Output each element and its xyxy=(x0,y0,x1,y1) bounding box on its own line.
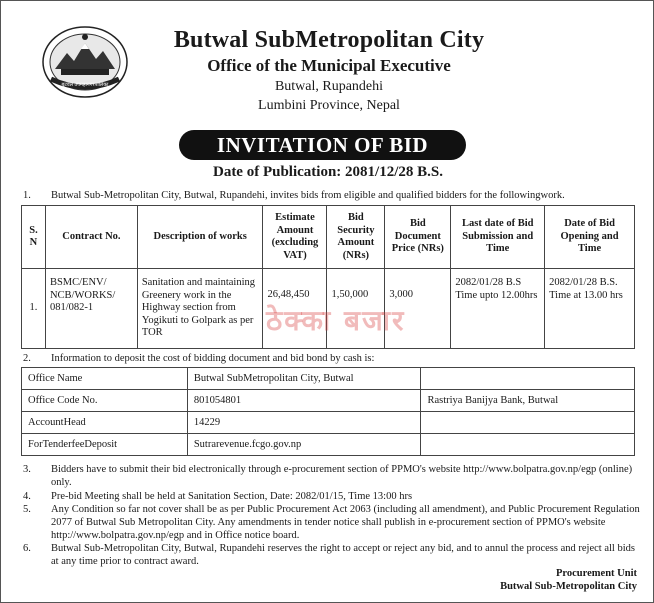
office-code-value: 801054801 xyxy=(187,390,421,412)
col-opening-date: Date of Bid Opening and Time xyxy=(545,206,635,269)
invitation-banner: INVITATION OF BID xyxy=(179,130,466,160)
city-title: Butwal SubMetropolitan City xyxy=(173,27,485,53)
province-line: Lumbini Province, Nepal xyxy=(258,98,400,113)
col-last-date: Last date of Bid Submission and Time xyxy=(451,206,545,269)
paragraph-1: Butwal Sub-Metropolitan City, Butwal, Rupandehi, invites bids from eligible and qualified bidders for the followingwork. xyxy=(51,190,565,201)
cell-opening-date: 2082/01/28 B.S. Time at 13.00 hrs xyxy=(545,269,635,349)
signature-block xyxy=(500,567,637,593)
cell-document-price: 3,000 xyxy=(385,269,451,349)
cell-estimate: 26,48,450 xyxy=(263,269,327,349)
item-number-4: 4. xyxy=(23,491,31,502)
cell-bid-security: 1,50,000 xyxy=(327,269,385,349)
item-number-2: 2. xyxy=(23,353,31,364)
item-number-1: 1. xyxy=(23,190,31,201)
office-name-value: Butwal SubMetropolitan City, Butwal xyxy=(187,368,421,390)
city-emblem-icon xyxy=(41,25,129,99)
cell-contract-no: BSMC/ENV/ NCB/WORKS/ 081/082-1 xyxy=(45,269,137,349)
bank-name: Rastriya Banijya Bank, Butwal xyxy=(421,390,635,412)
col-sn: S. N xyxy=(22,206,46,269)
empty-cell xyxy=(421,434,635,456)
empty-cell xyxy=(421,368,635,390)
bid-table xyxy=(21,205,635,349)
tender-fee-value: Sutrarevenue.fcgo.gov.np xyxy=(187,434,421,456)
emblem-text: बुटवल उपमहानगरपालिका xyxy=(61,83,109,88)
paragraph-4: Pre-bid Meeting shall be held at Sanitation Section, Date: 2082/01/15, Time 13:00 hrs xyxy=(51,491,413,502)
paragraph-3: Bidders have to submit their bid electronically through e-procurement section of PPMO's website http://www.bolpatra.gov.np/egp (online) only. xyxy=(51,464,633,488)
office-name-label: Office Name xyxy=(22,368,188,390)
office-code-label: Office Code No. xyxy=(22,390,188,412)
header xyxy=(129,25,529,115)
col-document-price: Bid Document Price (NRs) xyxy=(385,206,451,269)
bid-table-header-row xyxy=(22,206,635,269)
account-head-value: 14229 xyxy=(187,412,421,434)
office-title: Office of the Municipal Executive xyxy=(207,56,451,75)
paragraph-2: Information to deposit the cost of bidding document and bid bond by cash is: xyxy=(51,353,375,364)
cell-description: Sanitation and maintaining Greenery work in the Highway section from Yogikuti to Golpark as per TOR xyxy=(137,269,263,349)
deposit-table xyxy=(21,367,635,456)
cell-last-date: 2082/01/28 B.S Time upto 12.00hrs xyxy=(451,269,545,349)
signature-org: Butwal Sub-Metropolitan City xyxy=(500,581,637,592)
table-row xyxy=(22,269,635,349)
publication-date: Date of Publication: 2081/12/28 B.S. xyxy=(212,164,443,180)
tender-fee-label: ForTenderfeeDeposit xyxy=(22,434,188,456)
table-row xyxy=(22,368,635,390)
item-number-6: 6. xyxy=(23,543,31,554)
col-contract-no: Contract No. xyxy=(45,206,137,269)
col-estimate: Estimate Amount (excluding VAT) xyxy=(263,206,327,269)
col-description: Description of works xyxy=(137,206,263,269)
watermark: ठेक्का बजार xyxy=(266,304,406,337)
paragraph-6: Butwal Sub-Metropolitan City, Butwal, Rupandehi reserves the right to accept or reject any bid, and to annul the process and reject all bids at any time prior to contract award. xyxy=(51,543,635,567)
cell-sn: 1. xyxy=(22,269,46,349)
table-row xyxy=(22,390,635,412)
item-number-3: 3. xyxy=(23,464,31,475)
empty-cell xyxy=(421,412,635,434)
procurement-unit: Procurement Unit xyxy=(556,568,637,579)
item-number-5: 5. xyxy=(23,504,31,515)
location-line: Butwal, Rupandehi xyxy=(274,79,384,94)
col-bid-security: Bid Security Amount (NRs) xyxy=(327,206,385,269)
paragraph-5: Any Condition so far not cover shall be as per Public Procurement Act 2063 (including all amendment), and Public Procurement Regulation 2077 of Butwal Sub Metropolitan City. Any amendments in tender notice shall publish in e-procurement section of PPMO's website http://www.bolpatra.gov.np/egp and in Office notice board. xyxy=(51,504,640,541)
account-head-label: AccountHead xyxy=(22,412,188,434)
table-row xyxy=(22,434,635,456)
table-row xyxy=(22,412,635,434)
